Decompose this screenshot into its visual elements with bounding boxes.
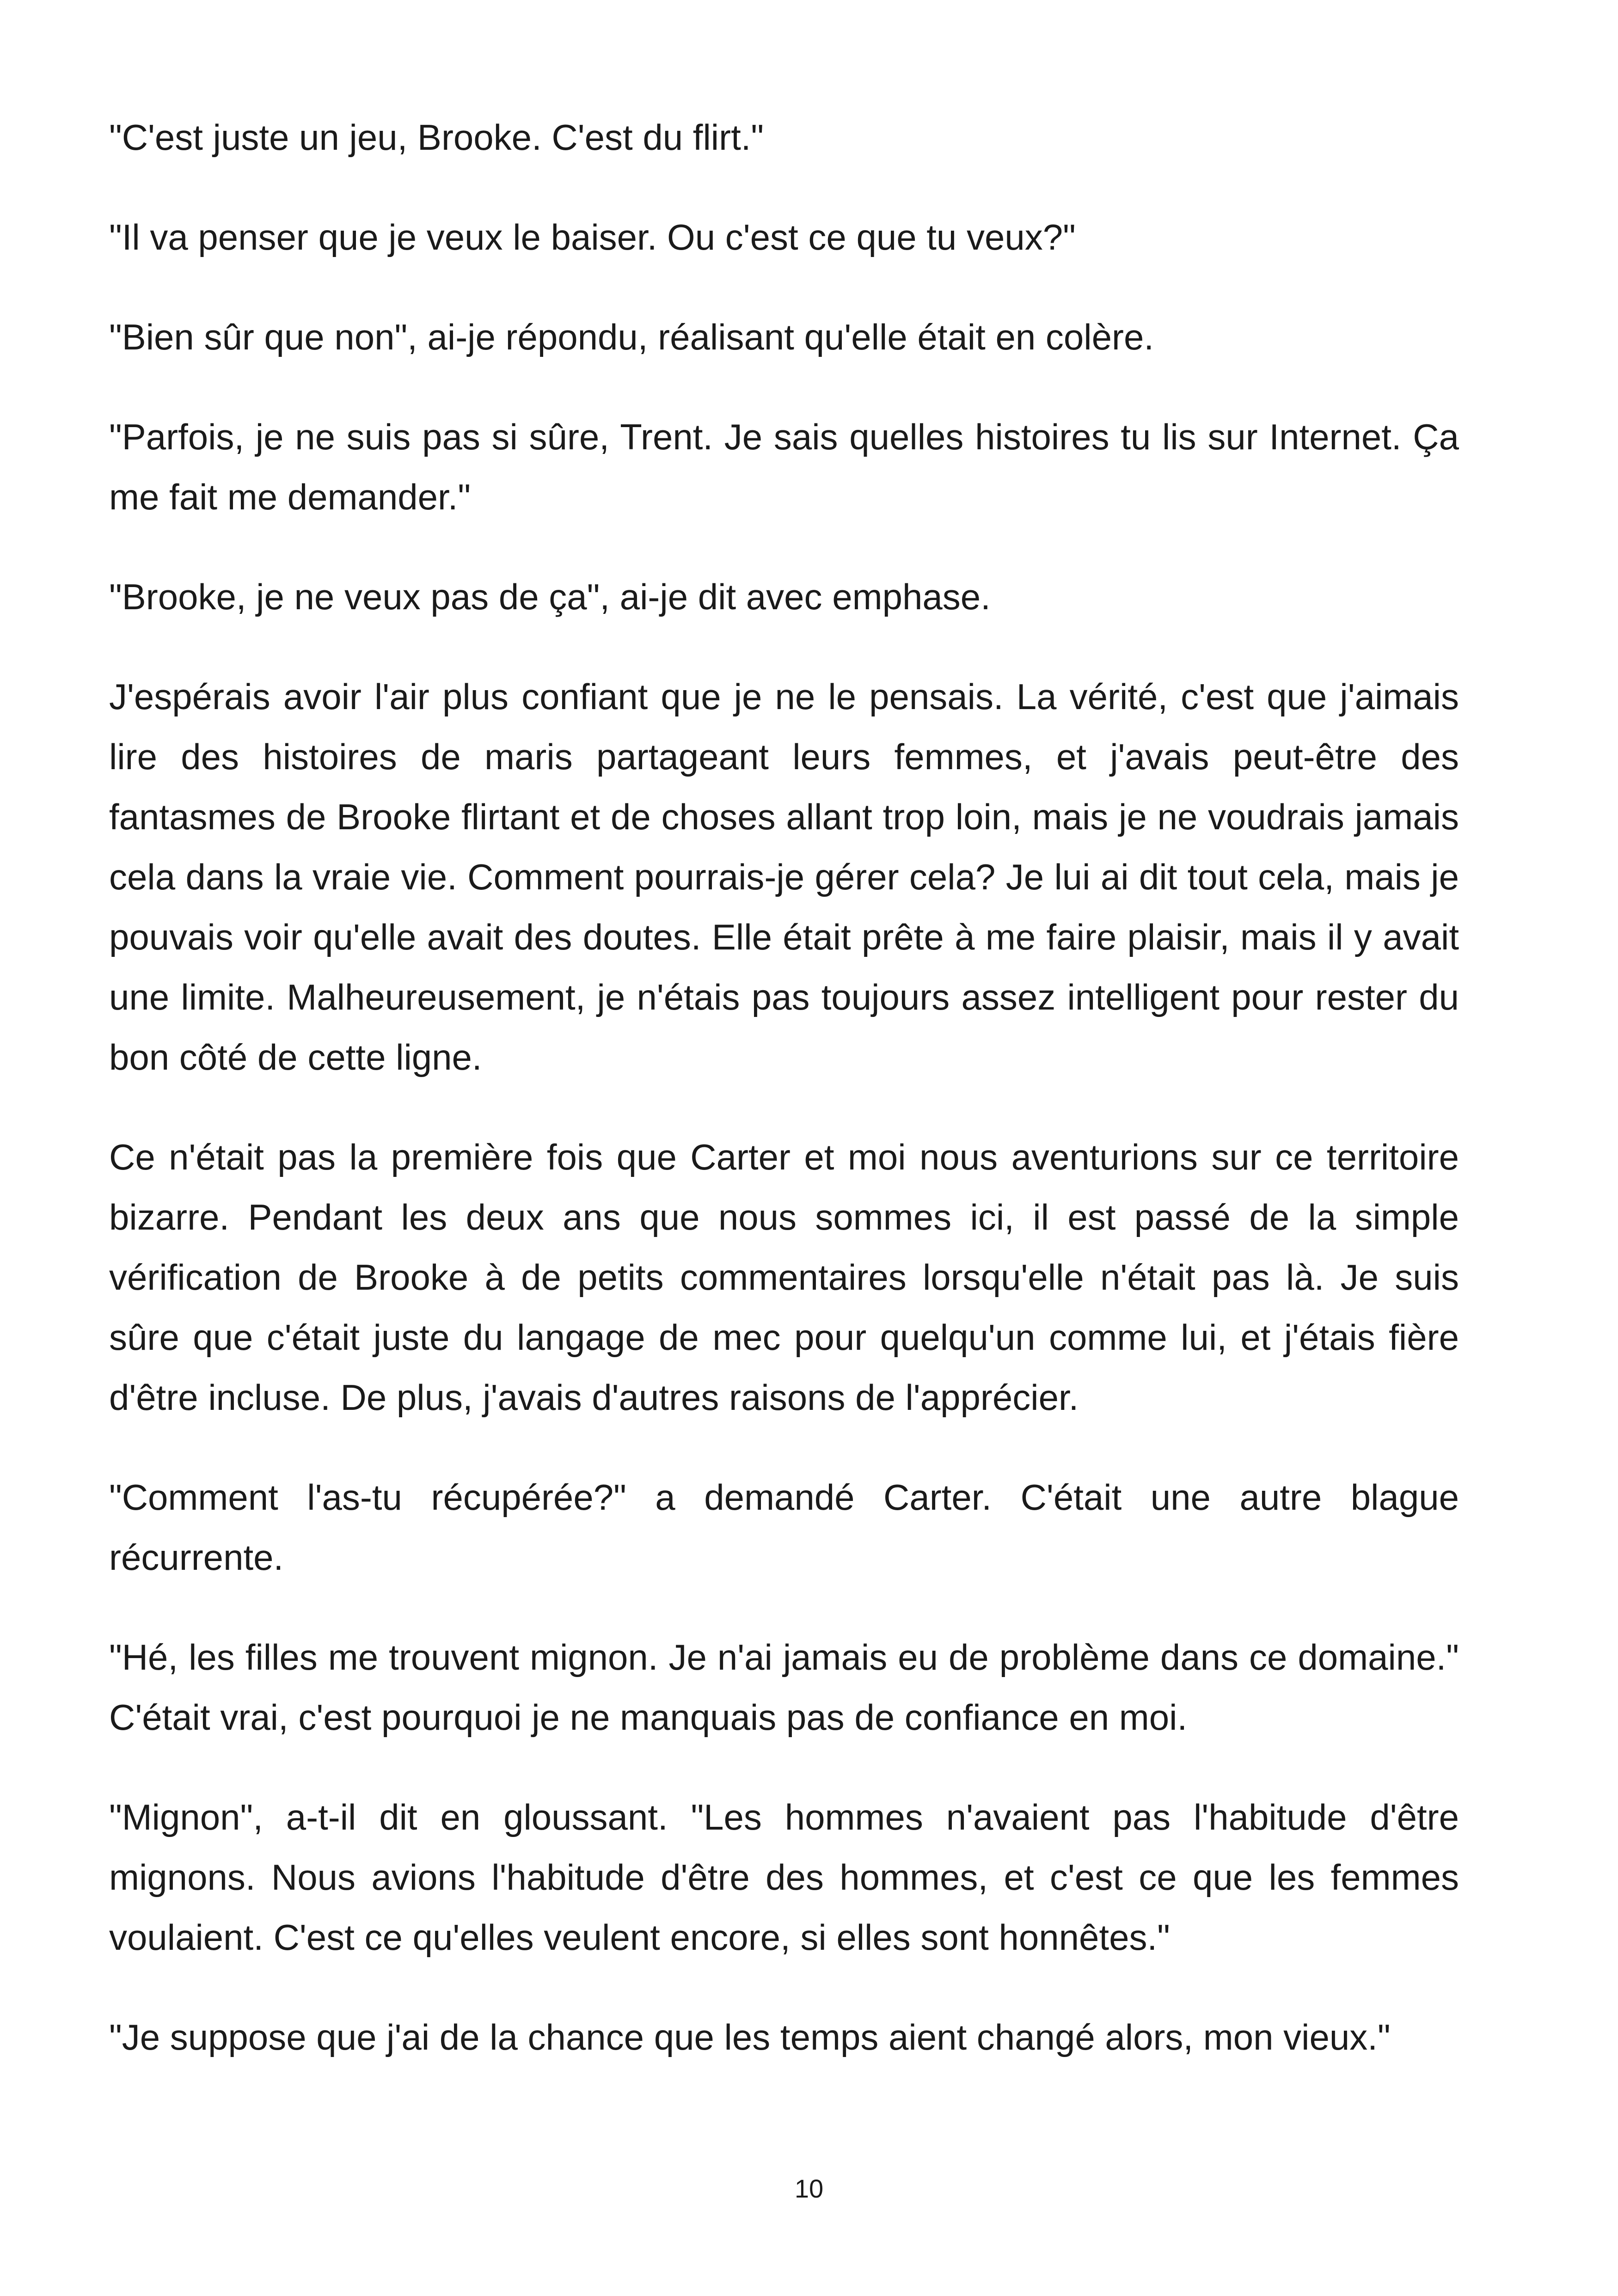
paragraph: "Brooke, je ne veux pas de ça", ai-je dit avec emphase. <box>109 576 991 617</box>
paragraph: "Il va penser que je veux le baiser. Ou c'est ce que tu veux?" <box>109 217 1076 257</box>
paragraph: J'espérais avoir l'air plus confiant que je ne le pensais. La vérité, c'est que j'aimais lire des histoires de maris partageant leurs femmes, et j'avais peut-être des fantasmes de Brooke flirtant et de choses allant trop loin, mais je ne voudrais jamais cela dans la vraie vie. Comment pourrais-je gérer cela? Je lui ai dit tout cela, mais je pouvais voir qu'elle avait des doutes. Elle était prête à me faire plaisir, mais il y avait une limite. Malheureusement, je n'étais pas toujours assez intelligent pour rester du bon côté de cette ligne. <box>109 676 1459 1078</box>
paragraph: "C'est juste un jeu, Brooke. C'est du flirt." <box>109 117 764 158</box>
paragraph: Ce n'était pas la première fois que Carter et moi nous aventurions sur ce territoire bizarre. Pendant les deux ans que nous sommes ici, il est passé de la simple vérification de Brooke à de petits commentaires lorsqu'elle n'était pas là. Je suis sûre que c'était juste du langage de mec pour quelqu'un comme lui, et j'étais fière d'être incluse. De plus, j'avais d'autres raisons de l'apprécier. <box>109 1137 1459 1418</box>
paragraph: "Hé, les filles me trouvent mignon. Je n'ai jamais eu de problème dans ce domaine." C'était vrai, c'est pourquoi je ne manquais pas de confiance en moi. <box>109 1637 1459 1738</box>
paragraph: "Comment l'as-tu récupérée?" a demandé Carter. C'était une autre blague récurrente. <box>109 1477 1459 1578</box>
paragraph: "Mignon", a-t-il dit en gloussant. "Les hommes n'avaient pas l'habitude d'être mignons. Nous avions l'habitude d'être des hommes, et c'est ce que les femmes voulaient. C'est ce qu'elles veulent encore, si elles sont honnêtes." <box>109 1797 1459 1958</box>
text-body <box>109 107 1459 2107</box>
paragraph: "Je suppose que j'ai de la chance que les temps aient changé alors, mon vieux." <box>109 2017 1391 2057</box>
page-number: 10 <box>794 2174 824 2203</box>
paragraph: "Bien sûr que non", ai-je répondu, réalisant qu'elle était en colère. <box>109 317 1154 357</box>
paragraph: "Parfois, je ne suis pas si sûre, Trent. Je sais quelles histoires tu lis sur Internet. Ça me fait me demander." <box>109 416 1459 517</box>
